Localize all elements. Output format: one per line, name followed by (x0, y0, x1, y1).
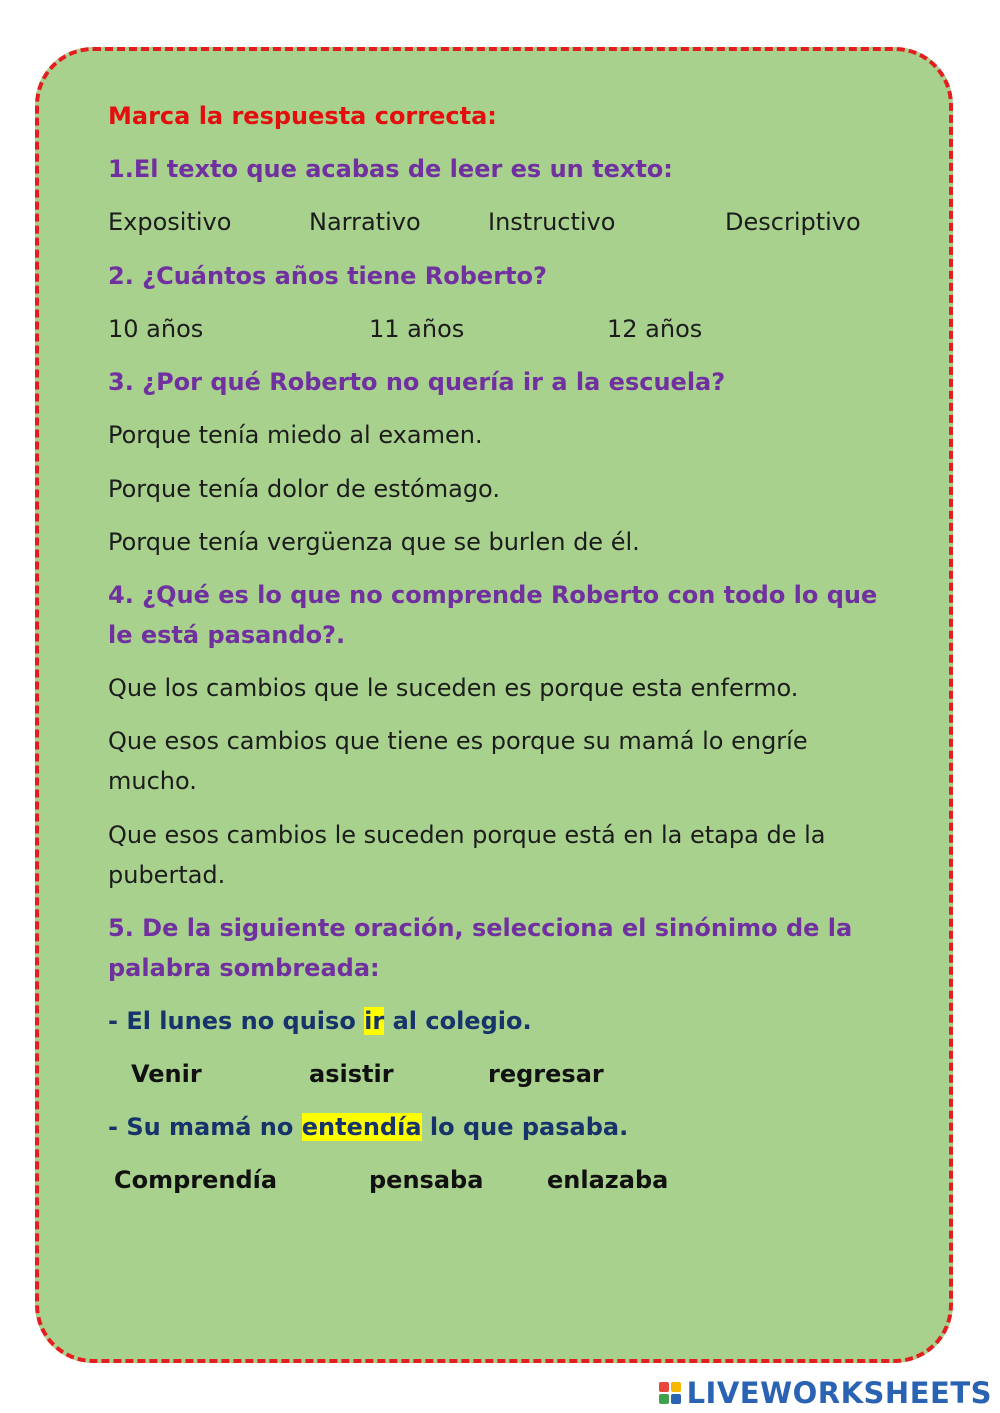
q5-option-enlazaba[interactable]: enlazaba (547, 1166, 669, 1194)
sentence-2-after: lo que pasaba. (421, 1113, 629, 1141)
q4-option-3[interactable]: Que esos cambios le suceden porque está en la etapa de la pubertad. (108, 821, 826, 889)
q1-option-instructivo[interactable]: Instructivo (488, 208, 616, 236)
question-4: 4. ¿Qué es lo que no comprende Roberto con todo lo que le está pasando?. (108, 581, 878, 649)
sentence-2-before: - Su mamá no (108, 1113, 302, 1141)
q5-option-pensaba[interactable]: pensaba (369, 1166, 484, 1194)
highlighted-word-entendia: entendía (301, 1113, 422, 1141)
question-3: 3. ¿Por qué Roberto no quería ir a la escuela? (108, 368, 726, 396)
sentence-1-after: al colegio. (384, 1007, 532, 1035)
question-1: 1.El texto que acabas de leer es un texto: (108, 155, 673, 183)
q1-option-descriptivo[interactable]: Descriptivo (725, 208, 861, 236)
q1-option-expositivo[interactable]: Expositivo (108, 208, 232, 236)
liveworksheets-logo (659, 1375, 992, 1411)
sentence-1-before: - El lunes no quiso (108, 1007, 365, 1035)
highlighted-word-ir: ir (364, 1007, 385, 1035)
q1-options (108, 202, 900, 242)
liveworksheets-logo-text: LIVEWORKSHEETS (686, 1376, 992, 1410)
q5-option-venir[interactable]: Venir (131, 1060, 202, 1088)
q4-option-2[interactable]: Que esos cambios que tiene es porque su mamá lo engríe mucho. (108, 727, 808, 795)
q5-options-1 (108, 1054, 900, 1094)
q2-options (108, 309, 900, 349)
q2-option-10[interactable]: 10 años (108, 315, 204, 343)
q3-option-3[interactable]: Porque tenía vergüenza que se burlen de él. (108, 528, 640, 556)
q5-option-asistir[interactable]: asistir (309, 1060, 394, 1088)
q3-option-2[interactable]: Porque tenía dolor de estómago. (108, 475, 500, 503)
q5-option-regresar[interactable]: regresar (488, 1060, 604, 1088)
q4-option-1[interactable]: Que los cambios que le suceden es porque esta enfermo. (108, 674, 799, 702)
q2-option-11[interactable]: 11 años (369, 315, 465, 343)
q3-option-1[interactable]: Porque tenía miedo al examen. (108, 421, 483, 449)
instruction-heading: Marca la respuesta correcta: (108, 102, 497, 130)
q5-option-comprendia[interactable]: Comprendía (114, 1166, 278, 1194)
liveworksheets-logo-icon (659, 1382, 681, 1404)
question-2: 2. ¿Cuántos años tiene Roberto? (108, 262, 547, 290)
q5-options-2 (108, 1160, 900, 1200)
question-5: 5. De la siguiente oración, selecciona el sinónimo de la palabra sombreada: (108, 914, 853, 982)
q5-sentence-2 (108, 1107, 900, 1147)
q1-option-narrativo[interactable]: Narrativo (309, 208, 421, 236)
q5-sentence-1 (108, 1001, 900, 1041)
q2-option-12[interactable]: 12 años (607, 315, 703, 343)
